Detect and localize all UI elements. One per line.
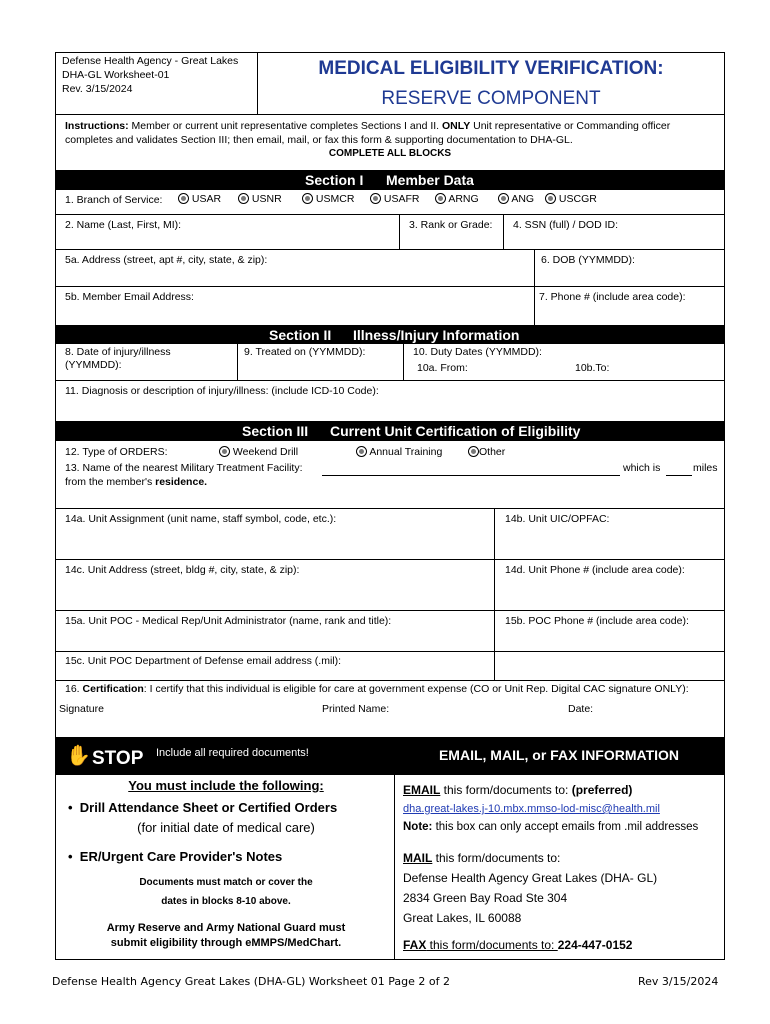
stop-label: STOP [92, 748, 144, 769]
phone-field[interactable]: 7. Phone # (include area code): [534, 286, 725, 326]
radio-usar[interactable] [178, 193, 189, 204]
footer-left: Defense Health Agency Great Lakes (DHA-GL) Worksheet 01 Page 2 of 2 [52, 975, 450, 988]
header-info [56, 53, 258, 114]
radio-usnr[interactable] [238, 193, 249, 204]
mail-address-line-2: 2834 Green Bay Road Ste 304 [403, 891, 568, 905]
section-1-header [55, 170, 725, 190]
section-2-header [55, 326, 725, 344]
poc-email-field[interactable]: 15c. Unit POC Department of Defense email address (.mil): [55, 651, 495, 681]
complete-all-blocks: COMPLETE ALL BLOCKS [328, 148, 452, 159]
branch-usnr[interactable]: USNR [238, 193, 282, 205]
footer-right: Rev 3/15/2024 [638, 975, 719, 988]
email-instructions: EMAIL this form/documents to: (preferred) [403, 783, 633, 797]
order-other[interactable]: Other [468, 446, 505, 458]
instructions-label: Instructions: [65, 120, 129, 132]
mtf-label: 13. Name of the nearest Military Treatment Facility: [65, 462, 303, 474]
stop-panel [55, 737, 395, 960]
branch-usafr[interactable]: USAFR [370, 193, 420, 205]
diagnosis-field[interactable]: 11. Diagnosis or description of injury/illness: (include ICD-10 Code): [55, 380, 725, 422]
branch-usmcr[interactable]: USMCR [302, 193, 354, 205]
signature-label[interactable]: Signature [59, 703, 104, 715]
section-2-title: Illness/Injury Information [353, 327, 520, 343]
match-note-2: dates in blocks 8-10 above. [161, 896, 291, 907]
order-annual-training[interactable]: Annual Training [356, 446, 442, 458]
worksheet-id: DHA-GL Worksheet-01 [62, 69, 170, 81]
unit-address-field[interactable]: 14c. Unit Address (street, bldg #, city, state, & zip): [55, 559, 495, 611]
email-note: Note: this box can only accept emails from .mil addresses [403, 821, 699, 833]
include-all-docs: Include all required documents! [156, 747, 309, 759]
from-residence: from the member's residence. [65, 476, 208, 488]
treated-on-field[interactable]: 9. Treated on (YYMMDD): [237, 343, 404, 381]
branch-ang[interactable]: ANG [498, 193, 534, 205]
section-2-number: Section II [269, 327, 332, 343]
mail-instructions: MAIL this form/documents to: [403, 851, 561, 865]
certification-text: 16. Certification: I certify that this individual is eligible for care at government expense (CO or Unit Rep. Digital CAC signature ONLY): [65, 683, 689, 695]
printed-name-label[interactable]: Printed Name: [322, 703, 390, 715]
miles-label: miles [693, 462, 718, 474]
section-3-title: Current Unit Certification of Eligibility [330, 423, 581, 439]
radio-arng[interactable] [435, 193, 446, 204]
revision: Rev. 3/15/2024 [62, 83, 133, 95]
radio-annual-training[interactable] [356, 446, 367, 457]
unit-uic-field[interactable]: 14b. Unit UIC/OPFAC: [494, 508, 725, 560]
form-subtitle: RESERVE COMPONENT [381, 88, 601, 109]
radio-usmcr[interactable] [302, 193, 313, 204]
required-item-1: • Drill Attendance Sheet or Certified Orders [68, 800, 338, 815]
branch-options [178, 193, 618, 209]
date-injury-field[interactable]: 8. Date of injury/illness (YYMMDD): [55, 343, 238, 381]
miles-input-line[interactable] [666, 475, 692, 476]
orders-label: 12. Type of ORDERS: [65, 446, 168, 458]
must-include: You must include the following: [128, 778, 324, 793]
instructions-text: Instructions: Member or current unit representative completes Sections I and II. ONLY Unit representative or Commanding officer completes and validates Section III; then email, mail, or fax this form & supporting documentation to DHA-GL. [65, 120, 671, 146]
fax-instructions: FAX this form/documents to: 224-447-0152 [403, 938, 633, 952]
unit-phone-field[interactable]: 14d. Unit Phone # (include area code): [494, 559, 725, 611]
poc-email-filler [494, 651, 725, 681]
member-email-field[interactable]: 5b. Member Email Address: [55, 286, 535, 326]
radio-ang[interactable] [498, 193, 509, 204]
match-note-1: Documents must match or cover the [139, 877, 313, 888]
rank-field[interactable]: 3. Rank or Grade: [399, 214, 504, 250]
mtf-input-line[interactable] [322, 475, 620, 476]
army-note-1: Army Reserve and Army National Guard must [106, 922, 346, 934]
duty-to-label: 10b.To: [575, 362, 610, 374]
instructions [55, 115, 725, 170]
section-1-number: Section I [305, 172, 364, 188]
unit-assignment-field[interactable]: 14a. Unit Assignment (unit name, staff symbol, code, etc.): [55, 508, 495, 560]
certification-block [55, 680, 725, 738]
form-header [55, 52, 725, 115]
section-3-header [55, 421, 725, 441]
contact-panel [394, 737, 725, 960]
stop-banner [56, 737, 395, 775]
date-label[interactable]: Date: [568, 703, 594, 715]
orders-block [55, 441, 725, 509]
poc-phone-field[interactable]: 15b. POC Phone # (include area code): [494, 610, 725, 652]
mail-address-line-1: Defense Health Agency Great Lakes (DHA- GL) [403, 871, 658, 885]
which-is-label: which is [623, 462, 661, 474]
branch-label: 1. Branch of Service: [65, 194, 163, 206]
army-note-2: submit eligibility through eMMPS/MedChart. [110, 937, 342, 949]
dob-field[interactable]: 6. DOB (YYMMDD): [534, 249, 725, 287]
radio-other[interactable] [468, 446, 479, 457]
branch-arng[interactable]: ARNG [435, 193, 479, 205]
duty-dates-field[interactable]: 10. Duty Dates (YYMMDD): 10a. From: 10b.To: [403, 343, 725, 381]
duty-from-label: 10a. From: [417, 362, 468, 374]
contact-banner: EMAIL, MAIL, or FAX INFORMATION [394, 737, 724, 775]
unit-poc-field[interactable]: 15a. Unit POC - Medical Rep/Unit Administrator (name, rank and title): [55, 610, 495, 652]
email-address-link[interactable]: dha.great-lakes.j-10.mbx.mmso-lod-misc@health.mil [403, 803, 660, 815]
radio-usafr[interactable] [370, 193, 381, 204]
form-title: MEDICAL ELIGIBILITY VERIFICATION: [318, 58, 664, 79]
order-weekend-drill[interactable]: Weekend Drill [219, 446, 298, 458]
hand-stop-icon: ✋ [66, 745, 91, 767]
address-field[interactable]: 5a. Address (street, apt #, city, state, & zip): [55, 249, 535, 287]
agency-name: Defense Health Agency - Great Lakes [62, 55, 239, 67]
name-field[interactable]: 2. Name (Last, First, MI): [55, 214, 400, 250]
branch-uscgr[interactable]: USCGR [545, 193, 597, 205]
required-item-1-note: (for initial date of medical care) [137, 820, 315, 835]
section-1-title: Member Data [386, 172, 474, 188]
radio-weekend-drill[interactable] [219, 446, 230, 457]
radio-uscgr[interactable] [545, 193, 556, 204]
ssn-field[interactable]: 4. SSN (full) / DOD ID: [503, 214, 725, 250]
mail-address-line-3: Great Lakes, IL 60088 [403, 911, 522, 925]
branch-usar[interactable]: USAR [178, 193, 221, 205]
required-item-2: • ER/Urgent Care Provider's Notes [68, 849, 283, 864]
section-3-number: Section III [242, 423, 309, 439]
